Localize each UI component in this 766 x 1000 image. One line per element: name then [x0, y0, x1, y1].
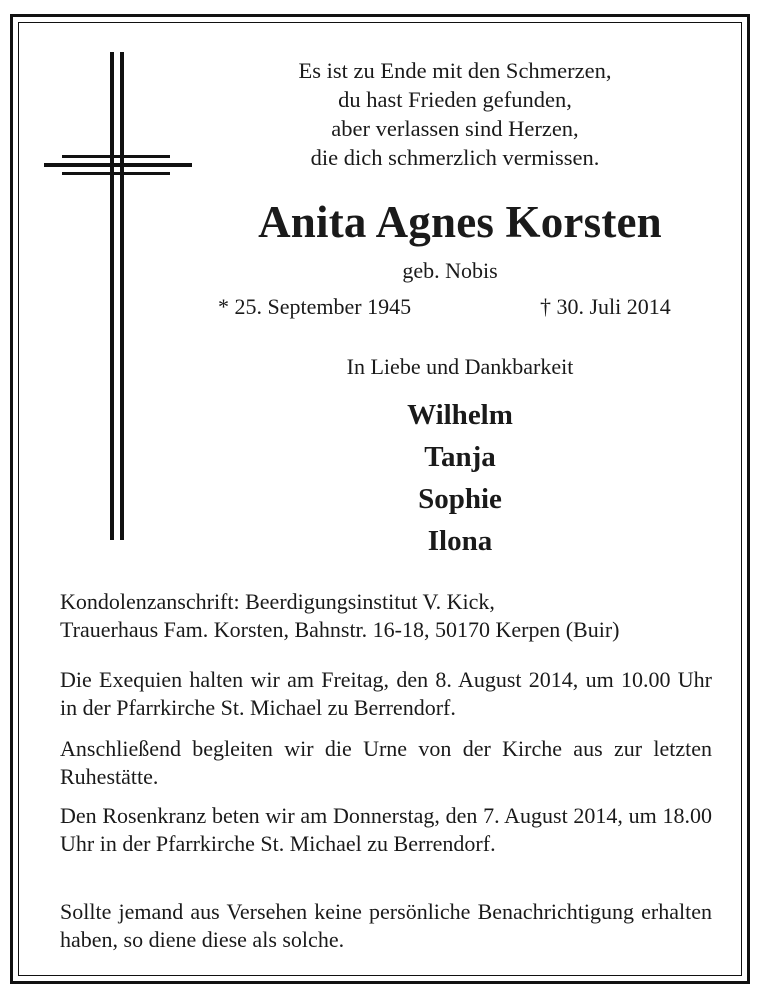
exequies-paragraph: Die Exequien halten wir am Freitag, den 8. August 2014, um 10.00 Uhr in der Pfarrkirche St. Michael zu Berrendorf.	[60, 667, 712, 720]
survivor-name: Sophie	[418, 483, 502, 515]
cross-vertical-bar-right	[120, 52, 124, 540]
cross-horizontal-bar-bottom	[62, 172, 170, 175]
cross-horizontal-bar-top	[62, 155, 170, 158]
cross-vertical-bar-left	[110, 52, 114, 540]
poem	[235, 56, 675, 172]
maiden-name: geb. Nobis	[402, 258, 498, 283]
poem-line: Es ist zu Ende mit den Schmerzen,	[298, 58, 612, 83]
deceased-name: Anita Agnes Korsten	[258, 197, 662, 247]
survivor-name: Tanja	[424, 441, 496, 473]
notice-paragraph: Sollte jemand aus Versehen keine persönliche Benachrichtigung erhalten haben, so diene diese als solche.	[60, 899, 712, 952]
dedication: In Liebe und Dankbarkeit	[346, 354, 574, 379]
birth-date: * 25. September 1945	[218, 294, 412, 319]
condolence-line: Kondolenzanschrift: Beerdigungsinstitut V. Kick,	[60, 589, 495, 614]
cross-horizontal-bar-middle	[44, 163, 192, 167]
rosary-paragraph: Den Rosenkranz beten wir am Donnerstag, den 7. August 2014, um 18.00 Uhr in der Pfarrkirche St. Michael zu Berrendorf.	[60, 803, 712, 856]
survivor-name: Ilona	[427, 525, 493, 557]
survivor-name: Wilhelm	[407, 399, 513, 431]
condolence-address	[60, 588, 712, 643]
condolence-line: Trauerhaus Fam. Korsten, Bahnstr. 16-18, 50170 Kerpen (Buir)	[60, 616, 620, 642]
death-date: † 30. Juli 2014	[540, 294, 671, 319]
poem-line: aber verlassen sind Herzen,	[331, 116, 579, 141]
poem-line: du hast Frieden gefunden,	[338, 87, 572, 112]
survivors-list	[300, 394, 620, 562]
poem-line: die dich schmerzlich vermissen.	[310, 145, 600, 170]
urn-paragraph: Anschließend begleiten wir die Urne von der Kirche aus zur letzten Ruhestätte.	[60, 736, 712, 789]
